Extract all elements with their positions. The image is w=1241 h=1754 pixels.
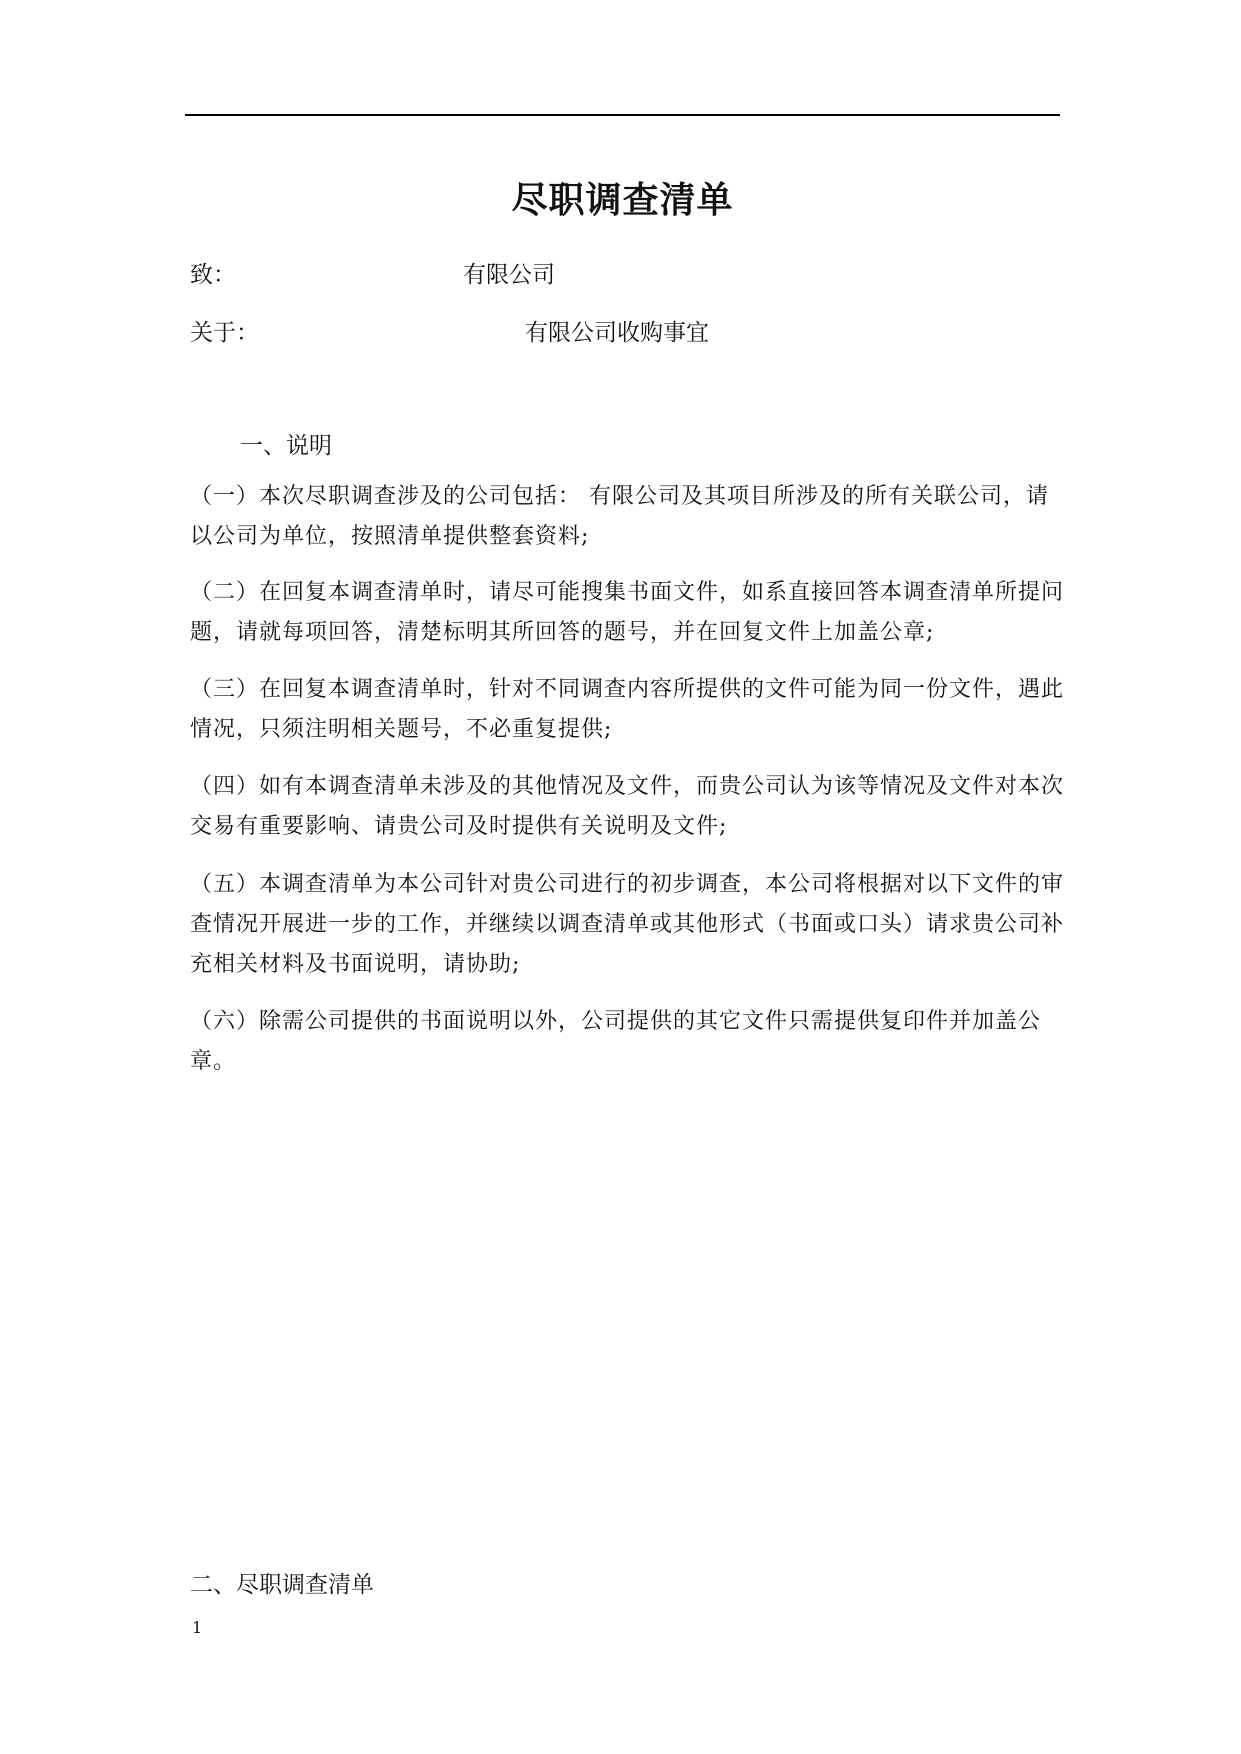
instruction-paragraph-3: （三）在回复本调查清单时，针对不同调查内容所提供的文件可能为同一份文件，遇此情况，只须注明相关题号，不必重复提供; bbox=[190, 677, 1065, 742]
section-heading-instructions: 一、说明 bbox=[240, 433, 332, 459]
to-label: 致： bbox=[190, 262, 236, 288]
instruction-paragraph-2: （二）在回复本调查清单时，请尽可能搜集书面文件，如系直接回答本调查清单所提问题，请就每项回答，清楚标明其所回答的题号，并在回复文件上加盖公章; bbox=[190, 580, 1065, 645]
to-value: 有限公司 bbox=[463, 262, 555, 288]
re-label: 关于： bbox=[190, 320, 259, 346]
re-value: 有限公司收购事宜 bbox=[525, 320, 709, 346]
section-heading-checklist: 二、尽职调查清单 bbox=[190, 1572, 374, 1598]
instruction-paragraph-6: （六）除需公司提供的书面说明以外，公司提供的其它文件只需提供复印件并加盖公章。 bbox=[190, 1009, 1042, 1074]
instruction-paragraph-4: （四）如有本调查清单未涉及的其他情况及文件，而贵公司认为该等情况及文件对本次交易有重要影响、请贵公司及时提供有关说明及文件; bbox=[190, 774, 1065, 839]
instruction-paragraph-5: （五）本调查清单为本公司针对贵公司进行的初步调查，本公司将根据对以下文件的审查情况开展进一步的工作，并继续以调查清单或其他形式（书面或口头）请求贵公司补充相关材料及书面说明，请协助; bbox=[190, 872, 1065, 977]
document-title: 尽职调查清单 bbox=[511, 180, 734, 221]
page-number: 1 bbox=[192, 1618, 203, 1637]
instruction-paragraph-1: （一）本次尽职调查涉及的公司包括： 有限公司及其项目所涉及的所有关联公司，请以公司为单位，按照清单提供整套资料; bbox=[190, 484, 1049, 549]
header-rule bbox=[185, 114, 1060, 116]
